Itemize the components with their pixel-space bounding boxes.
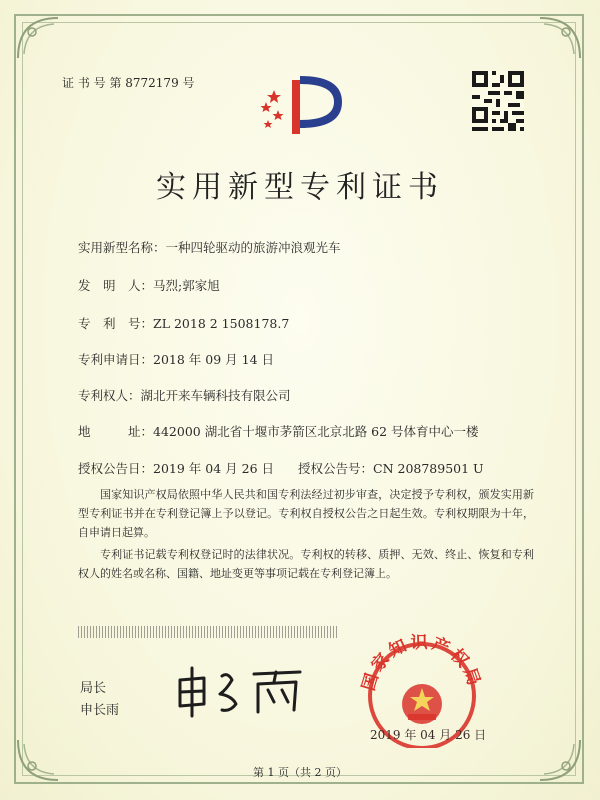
grant-publication-number-value: CN 208789501 U [373,461,484,476]
inventor-value: 马烈;郭家旭 [153,278,220,293]
seal-date: 2019 年 04 月 26 日 [370,728,487,742]
utility-model-name-label: 实用新型名称： [78,240,166,255]
director-name: 申长雨 [80,703,120,718]
application-date-value: 2018 年 09 月 14 日 [153,352,275,367]
grant-publication-date-label: 授权公告日： [78,461,154,476]
address-value: 442000 湖北省十堰市茅箭区北京北路 62 号体育中心一楼 [153,424,479,439]
patent-number-row [78,314,289,332]
grant-publication-number-row [298,459,484,477]
address-row [78,422,479,440]
corner-ornament-icon [14,14,62,62]
application-date-label: 专利申请日： [78,352,154,367]
patent-number-label: 专 利 号： [78,316,154,331]
inventor-label: 发 明 人： [78,278,154,293]
certificate-paragraph: 国家知识产权局依照中华人民共和国专利法经过初步审查，决定授予专利权，颁发实用新型专利证书并在专利登记簿上予以登记。专利权自授权公告之日起生效。专利权期限为十年，自申请日起算。 [78,488,534,539]
utility-model-name-value: 一种四轮驱动的旅游冲浪观光车 [165,240,341,255]
page-number: 第 1 页（共 2 页） [253,766,347,779]
corner-ornament-icon [536,14,584,62]
address-label: 地 址： [78,424,154,439]
qr-code-icon [472,70,524,132]
director-block [80,678,119,722]
certificate-paragraph: 专利证书记载专利权登记时的法律状况。专利权的转移、质押、无效、终止、恢复和专利权人的姓名或名称、国籍、地址变更等事项记载在专利登记簿上。 [78,548,534,580]
grant-publication-date-row [78,459,274,477]
certificate-number: 证 书 号 第 8772179 号 [62,76,195,90]
application-date-row [78,350,274,368]
grant-publication-date-value: 2019 年 04 月 26 日 [153,461,275,476]
patentee-value: 湖北开来车辆科技有限公司 [140,388,291,403]
patent-office-logo-icon [256,72,348,142]
patentee-label: 专利权人： [78,388,141,403]
director-title: 局长 [80,681,107,696]
utility-model-name-row [78,238,341,256]
svg-text:国家知识产权局: 国家知识产权局 [358,632,485,694]
barcode-strip [78,626,338,638]
grant-publication-number-label: 授权公告号： [298,461,374,476]
certificate-title: 实用新型专利证书 [156,170,444,205]
patent-number-value: ZL 2018 2 1508178.7 [153,316,290,331]
inventor-row [78,276,220,294]
director-signature [170,660,310,720]
patentee-row [78,386,291,404]
